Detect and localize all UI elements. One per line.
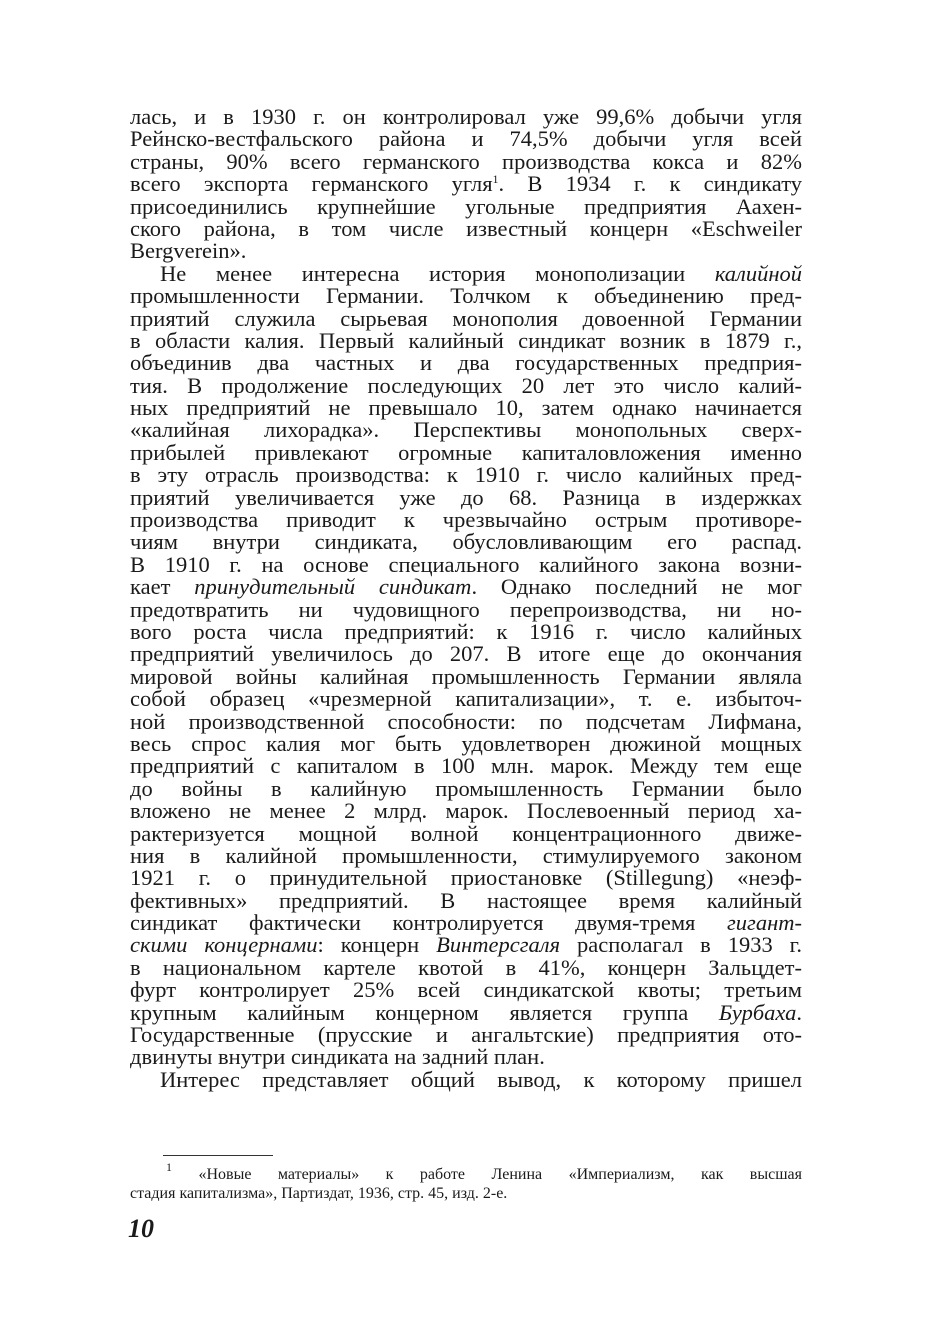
text-line: мировой войны калийная промышленность Германии являла — [130, 663, 802, 689]
text-line: приятий увеличивается уже до 68. Разница в издержках — [130, 484, 802, 510]
text-line: вложено не менее 2 млрд. марок. Послевоенный период ха- — [130, 798, 802, 824]
text-line: прибылей привлекают огромные капиталовложения именно — [130, 439, 802, 465]
text-line: в области калия. Первый калийный синдикат возник в 1879 г., — [130, 327, 802, 353]
text-line: ных предприятий не превышало 10, затем однако начинается — [130, 395, 802, 421]
text-line: кает принудительный синдикат. Однако последний не мог — [130, 574, 802, 600]
text-line: предприятий увеличилось до 207. В итоге еще до окончания — [130, 641, 802, 667]
text-line: приятий служила сырьевая монополия довоенной Германии — [130, 305, 802, 331]
text-line: двинуты внутри синдиката на задний план. — [130, 1044, 545, 1070]
text-line: Рейнско-вестфальского района и 74,5% добычи угля всей — [130, 126, 802, 152]
text-line: в эту отрасль производства: к 1910 г. число калийных пред- — [130, 462, 802, 488]
page-number: 10 — [128, 1214, 154, 1243]
footnote-line: $^1$ «Новые материалы» к работе Ленина «Империализм, как высшая — [166, 1160, 802, 1183]
text-line: предприятий с капиталом в 100 млн. марок. Между тем еще — [130, 753, 802, 779]
text-line: скими концернами: концерн Винтерсгаля располагал в 1933 г. — [130, 932, 802, 958]
text-line: чиям внутри синдиката, обусловливающим его распад. — [130, 529, 802, 555]
text-line: ния в калийной промышленности, стимулируемого законом — [130, 842, 802, 868]
footnote-ref: 1 — [492, 172, 499, 187]
text-line: синдикат фактически контролируется двумя-тремя гигант- — [130, 910, 802, 936]
text-line: фективных» предприятий. В настоящее время калийный — [130, 887, 802, 913]
footnote-separator — [163, 1155, 273, 1156]
text-line: вого роста числа предприятий: к 1916 г. число калийных — [130, 618, 802, 644]
text-line: всего экспорта германского угля$^1$. В 1934 г. к синдикату — [130, 171, 802, 197]
text-line: промышленности Германии. Толчком к объединению пред- — [130, 283, 802, 309]
text-line: фурт контролирует 25% всей синдикатской квоты; третьим — [130, 977, 802, 1003]
text-line: предотвратить ни чудовищного перепроизводства, ни но- — [130, 596, 802, 622]
text-line: рактеризуется мощной волной концентрационного движе- — [130, 820, 802, 846]
body-text — [130, 106, 802, 1091]
text-line: Bergverein». — [130, 238, 247, 264]
text-line: 1921 г. о принудительной приостановке (Stillegung) «неэф- — [130, 865, 802, 891]
text-line: объединив два частных и два государственных предприя- — [130, 350, 802, 376]
text-line: страны, 90% всего германского производства кокса и 82% — [130, 148, 802, 174]
footnotes — [130, 1160, 802, 1203]
text-line: Интерес представляет общий вывод, к которому пришел — [160, 1066, 802, 1092]
footnote-line: стадия капитализма», Партиздат, 1936, стр. 45, изд. 2-е. — [130, 1185, 508, 1202]
footnote-marker: 1 — [166, 1160, 172, 1174]
text-line: весь спрос калия мог быть удовлетворен дюжиной мощных — [130, 730, 802, 756]
text-line: производства приводит к чрезвычайно острым противоре- — [130, 507, 802, 533]
text-line: Государственные (прусские и ангальтские) предприятия ото- — [130, 1022, 802, 1048]
text-line: тия. В продолжение последующих 20 лет это число калий- — [130, 372, 802, 398]
text-line: до войны в калийную промышленность Германии было — [130, 775, 802, 801]
text-line: «калийная лихорадка». Перспективы монопольных сверх- — [130, 417, 802, 443]
text-line: Не менее интересна история монополизации калийной — [160, 260, 802, 286]
text-line: ского района, в том числе известный концерн «Eschweiler — [130, 215, 802, 241]
text-line: лась, и в 1930 г. он контролировал уже 99,6% добычи угля — [130, 104, 802, 129]
text-line: присоединились крупнейшие угольные предприятия Аахен- — [130, 193, 802, 219]
text-line: В 1910 г. на основе специального калийного закона возни- — [130, 551, 802, 577]
text-line: ной производственной способности: по подсчетам Лифмана, — [130, 708, 802, 734]
text-line: собой образец «чрезмерной капитализации», т. е. избыточ- — [130, 686, 802, 712]
text-line: крупным калийным концерном является группа Бурбаха. — [130, 999, 802, 1025]
text-line: в национальном картеле квотой в 41%, концерн Зальцдет- — [130, 954, 802, 980]
